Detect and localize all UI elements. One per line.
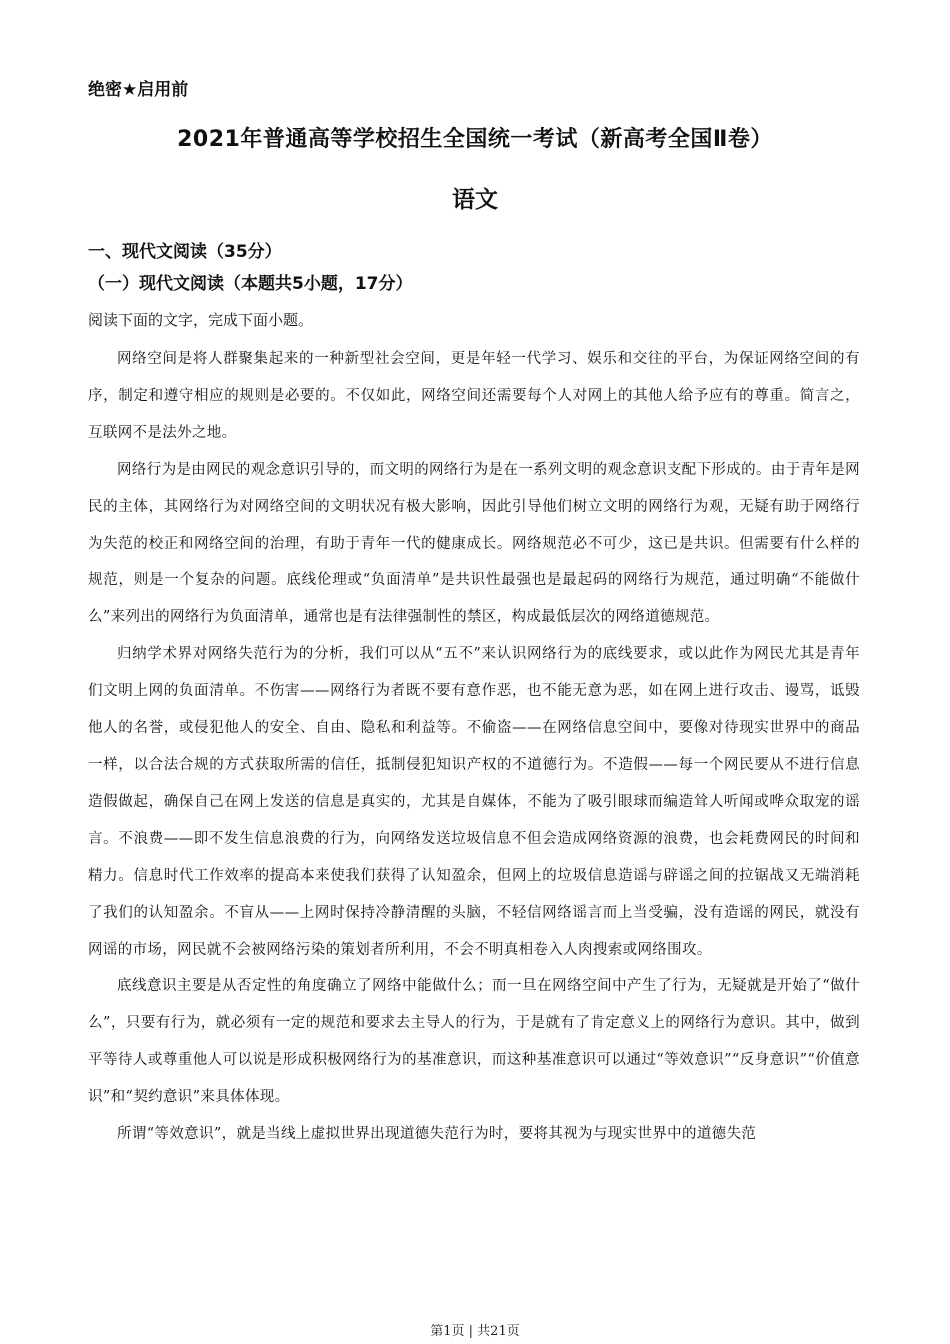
passage-paragraph: 归纳学术界对网络失范行为的分析，我们可以从“五不”来认识网络行为的底线要求，或以此作为网民尤其是青年们文明上网的负面清单。不伤害——网络行为者既不要有意作恶，也不能无意为恶，如在网上进行攻击、谩骂，诋毁他人的名誉，或侵犯他人的安全、自由、隐私和利益等。不偷盗——在网络信息空间中，要像对待现实世界中的商品一样，以合法合规的方式获取所需的信任，抵制侵犯知识产权的不道德行为。不造假——每一个网民要从不进行信息造假做起，确保自己在网上发送的信息是真实的，尤其是自媒体，不能为了吸引眼球而编造耸人听闻或哗众取宠的谣言。不浪费——即不发生信息浪费的行为，向网络发送垃圾信息不但会造成网络资源的浪费，也会耗费网民的时间和精力。信息时代工作效率的提高本来使我们获得了认知盈余，但网上的垃圾信息造谣与辟谣之间的拉锯战又无端消耗了我们的认知盈余。不盲从——上网时保持冷静清醒的头脑，不轻信网络谣言而上当受骗，没有造谣的网民，就没有网谣的市场，网民就不会被网络污染的策划者所利用，不会不明真相卷入人肉搜索或网络围攻。 <box>88 646 860 958</box>
passage-paragraph: 网络空间是将人群聚集起来的一种新型社会空间，更是年轻一代学习、娱乐和交往的平台，为保证网络空间的有序，制定和遵守相应的规则是必要的。不仅如此，网络空间还需要每个人对网上的其他人给予应有的尊重。简言之，互联网不是法外之地。 <box>88 351 860 441</box>
secret-mark: 绝密★启用前 <box>88 80 189 100</box>
passage-paragraph: 所谓“等效意识”，就是当线上虚拟世界出现道德失范行为时，要将其视为与现实世界中的道德失范 <box>117 1126 757 1143</box>
exam-title: 2021年普通高等学校招生全国统一考试（新高考全国Ⅱ卷） <box>177 127 773 152</box>
subsection-heading: （一）现代文阅读（本题共5小题，17分） <box>88 274 413 294</box>
page-number-footer: 第1页 | 共21页 <box>430 1324 520 1339</box>
passage-paragraph: 网络行为是由网民的观念意识引导的，而文明的网络行为是在一系列文明的观念意识支配下形成的。由于青年是网民的主体，其网络行为对网络空间的文明状况有极大影响，因此引导他们树立文明的网络行为观，无疑有助于网络行为失范的校正和网络空间的治理，有助于青年一代的健康成长。网络规范必不可少，这已是共识。但需要有什么样的规范，则是一个复杂的问题。底线伦理或“负面清单”是共识性最强也是最起码的网络行为规范，通过明确“不能做什么”来列出的网络行为负面清单，通常也是有法律强制性的禁区，构成最低层次的网络道德规范。 <box>88 461 860 626</box>
reading-instruction: 阅读下面的文字，完成下面小题。 <box>88 311 314 329</box>
section-heading: 一、现代文阅读（35分） <box>88 242 282 262</box>
subject-title: 语文 <box>452 187 498 213</box>
passage-paragraph: 底线意识主要是从否定性的角度确立了网络中能做什么；而一旦在网络空间中产生了行为，无疑就是开始了“做什么”，只要有行为，就必须有一定的规范和要求去主导人的行为，于是就有了肯定意义上的网络行为意识。其中，做到平等待人或尊重他人可以说是形成积极网络行为的基准意识，而这种基准意识可以通过“等效意识”“反身意识”“价值意识”和“契约意识”来具体体现。 <box>88 978 860 1106</box>
passage-body <box>88 341 860 1153</box>
